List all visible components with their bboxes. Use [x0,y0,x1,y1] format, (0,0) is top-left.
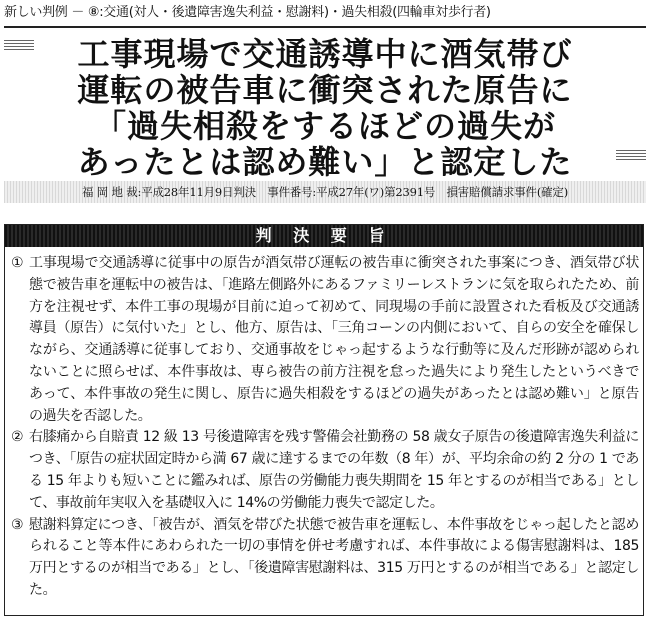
summary-item [11,253,639,427]
item-text: 右膝痛から自賠責 12 級 13 号後遺障害を残す警備会社勤務の 58 歳女子原告の後遺障害逸失利益につき、「原告の症状固定時から満 67 歳に達するまでの年数（8 年）が、平均余命の約 2 分の 1 である 15 年よりも短いことに鑑みれば、原告の労働能力喪失期間を 15 年とするのが相当である」として、事故前年実収入を基礎収入に 14%の労働能力喪失で認定した。 [29,429,639,511]
headline-line-4: あったとは認め難い」と認定した [77,143,573,181]
decorative-rule-left [4,40,34,52]
headline-block [0,32,650,180]
series-header [4,2,646,28]
summary-item [11,515,639,602]
summary-title: 判 決 要 旨 [255,226,393,245]
summary-title-bar [5,225,643,247]
headline-line-2: 運転の被告車に衝突された原告に [77,71,573,109]
headline-line-3: 「過失相殺をするほどの過失が [93,107,556,145]
item-text: 慰謝料算定につき、「被告が、酒気を帯びた状態で被告車を運転し、本件事故をじゃっ起したと認められること等本件にあわられた一切の事情を併せ考慮すれば、本件事故による傷害慰謝料は、185 万円とするのが相当である」とし、「後遺障害慰謝料は、315 万円とするのが相当である」と認定した。 [29,516,639,598]
decorative-rule-right [616,150,646,162]
item-number: ① [11,255,24,271]
item-number: ③ [11,516,24,533]
summary-item [11,427,639,514]
item-text: 工事現場で交通誘導に従事中の原告が酒気帯び運転の被告車に衝突された事案につき、酒気帯び状態で被告車を運転中の被告は、「進路左側路外にあるファミリーレストランに気を取られたため、前方を注視せず、本件工事の現場が目前に迫って初めて、同現場の手前に設置された看板及び交通誘導員（原告）に気付いた」とし、他方、原告は、「三角コーンの内側において、自らの安全を確保しながら、交通誘導に従事しており、交通事故をじゃっ起するような行動等に及んだ形跡が認められないことに照らせば、本件事故は、専ら被告の前方注視を怠った過失により発生したというべきであって、本件事故の発生に関し、原告に過失相殺をするほどの過失があったとは認め難い」と原告の過失を否認した。 [29,255,640,424]
judgment-summary-box [4,224,644,616]
series-label: 新しい判例 － ⑧:交通(対人・後遺障害逸失利益・慰謝料)・過失相殺(四輪車対歩行者) [4,5,491,20]
item-number: ② [11,429,24,446]
headline-line-1: 工事現場で交通誘導中に酒気帯び [77,35,573,73]
case-info-bar: 福 岡 地 裁:平成28年11月9日判決 事件番号:平成27年(ワ)第2391号 損害賠償請求事件(確定) [4,181,646,203]
summary-items [11,253,639,602]
